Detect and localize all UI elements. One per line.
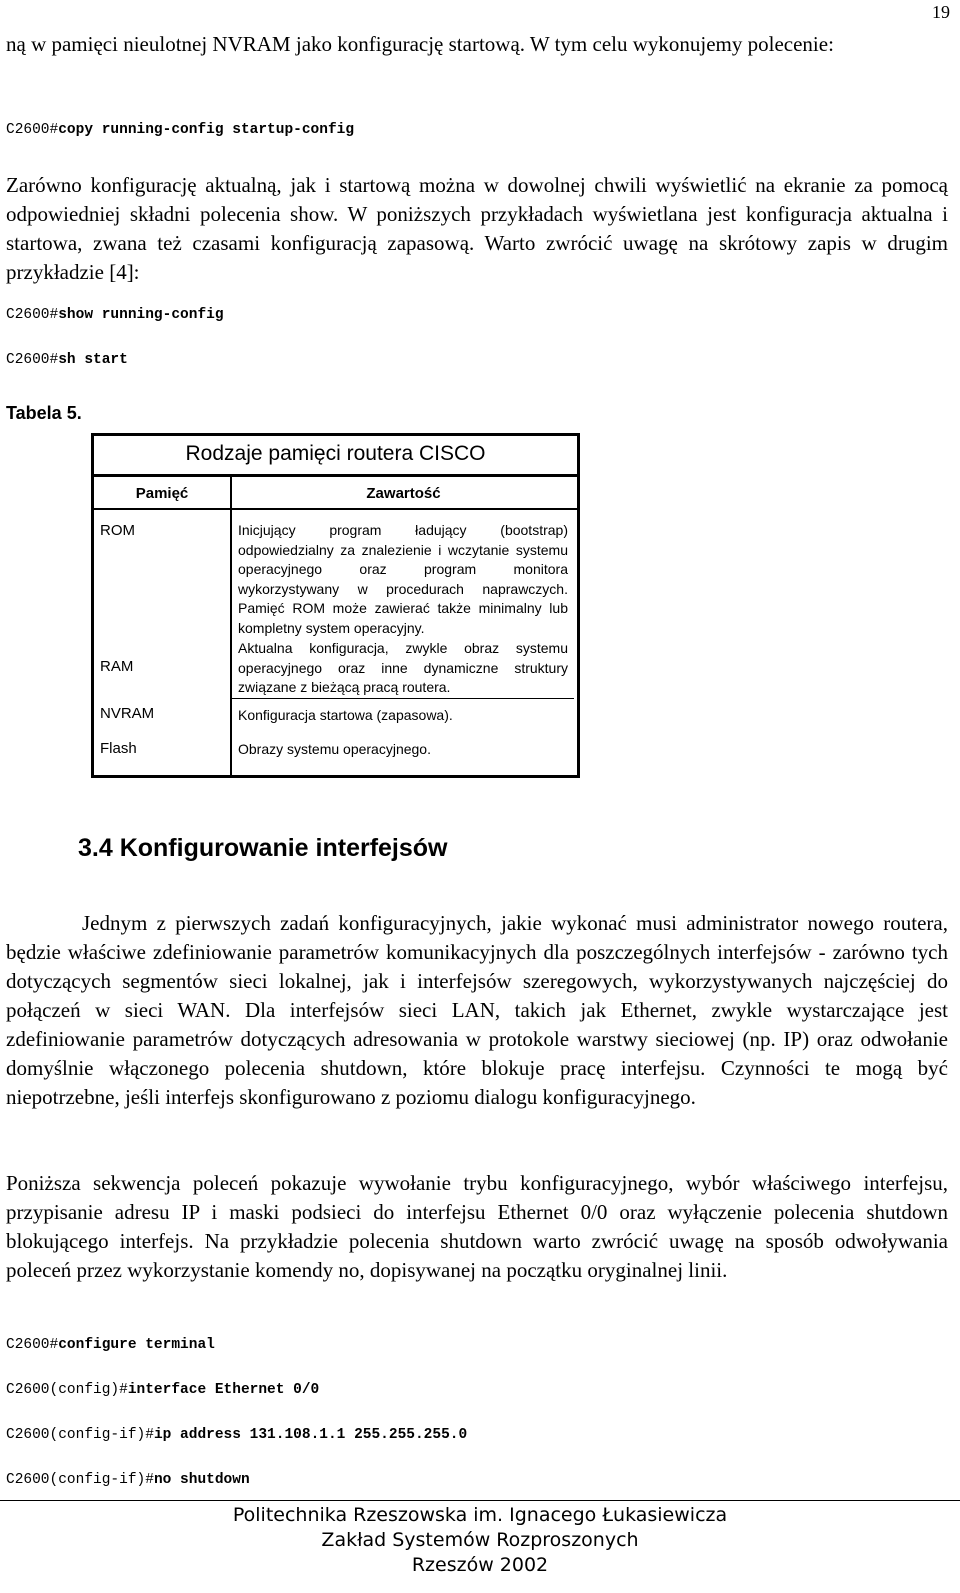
command-text: sh start: [58, 352, 128, 368]
column-header-memory: Pamięć: [135, 485, 189, 502]
command-line: [6, 1472, 250, 1488]
footer-line: Rzeszów 2002: [411, 1554, 549, 1576]
command-text: configure terminal: [58, 1337, 215, 1353]
footer-line: Zakład Systemów Rozproszonych: [321, 1529, 639, 1551]
command-prompt: C2600#: [6, 352, 59, 368]
paragraph-text: Zarówno konfigurację aktualną, jak i startową można w dowolnej chwili wyświetlić na ekranie za pomocą odpowiedniej składni polecenia show. W poniższych przykładach wyświetlana jest konfiguracja aktualna i startowa, zwana też czasami konfiguracją zapasową. Warto zwrócić uwagę na skrótowy zapis w drugim przykładzie [4]:: [6, 173, 948, 284]
command-prompt: C2600#: [6, 122, 59, 138]
command-text: show running-config: [58, 307, 224, 323]
paragraph-text: Poniższa sekwencja poleceń pokazuje wywołanie trybu konfiguracyjnego, wybór właściwego interfejsu, przypisanie adresu IP i maski podsieci do interfejsu Ethernet 0/0 oraz wyłączenie polecenia shutdown blokującego interfejs. Na przykładzie polecenia shutdown warto zwrócić uwagę na sposób odwoływania poleceń przez wykorzystanie komendy no, dopisywanej na początku oryginalnej linii.: [6, 1171, 948, 1282]
command-line: [6, 1337, 215, 1353]
table-divider: [231, 698, 574, 699]
table-caption: Tabela 5.: [6, 403, 82, 423]
command-line: [6, 122, 354, 138]
paragraph-show: [6, 171, 948, 287]
column-header-content: Zawartość: [366, 485, 441, 502]
command-line: [6, 352, 128, 368]
table-cell-memory: RAM: [100, 658, 134, 675]
intro-paragraph: [6, 30, 948, 59]
command-prompt: C2600#: [6, 307, 59, 323]
memory-table: [91, 433, 580, 778]
table-cell-memory: Flash: [100, 740, 137, 757]
command-text: interface Ethernet 0/0: [127, 1382, 320, 1398]
command-text: no shutdown: [153, 1472, 250, 1488]
table-cell-memory: ROM: [100, 522, 135, 539]
paragraph-text: Jednym z pierwszych zadań konfiguracyjnych, jakie wykonać musi administrator nowego routera, będzie właściwe zdefiniowanie parametrów komunikacyjnych dla poszczególnych interfejsów - zarówno tych dotyczących segmentów sieci lokalnej, jak i interfejsów szeregowych, wykorzystywanych najczęściej do połączeń w sieci WAN. Dla interfejsów sieci LAN, takich jak Ethernet, zwykle wystarczające jest zdefiniowanie parametrów dotyczących adresowania w protokole warstwy sieciowej (np. IP) oraz odwołanie domyślnie włączonego polecenia shutdown, które blokuje pracę interfejsu. Czynności te mogą być niepotrzebne, jeśli interfejs skonfigurowano z poziomu dialogu konfiguracyjnego.: [6, 911, 948, 1109]
table-divider: [230, 477, 232, 775]
command-line: [6, 1382, 319, 1398]
table-title: Rodzaje pamięci routera CISCO: [94, 436, 577, 477]
intro-text: ną w pamięci nieulotnej NVRAM jako konfigurację startową. W tym celu wykonujemy polecenie:: [6, 32, 834, 56]
page-footer: [0, 1500, 960, 1578]
table-cell-content: Aktualna konfiguracja, zwykle obraz systemu operacyjnego oraz inne dynamiczne struktury związane z bieżącą pracą routera.: [238, 640, 568, 695]
table-cell-content: Konfiguracja startowa (zapasowa).: [238, 707, 453, 723]
section-paragraph-2: [6, 1169, 948, 1285]
command-line: [6, 307, 224, 323]
command-prompt: C2600(config)#: [6, 1382, 128, 1398]
table-divider: [94, 508, 577, 510]
table-cell-content: Inicjujący program ładujący (bootstrap) odpowiedzialny za znalezienie i wczytanie systemu operacyjnego oraz program monitora wykorzystywany w procedurach naprawczych. Pamięć ROM może zawierać także minimalny lub kompletny system operacyjny.: [238, 522, 568, 636]
table-cell-content: Obrazy systemu operacyjnego.: [238, 741, 431, 757]
command-text: copy running-config startup-config: [58, 122, 355, 138]
footer-line: Politechnika Rzeszowska im. Ignacego Łukasiewicza: [232, 1504, 728, 1526]
command-line: [6, 1427, 467, 1443]
page-number: 19: [932, 2, 950, 22]
command-prompt: C2600(config-if)#: [6, 1427, 154, 1443]
table-cell-memory: NVRAM: [100, 705, 155, 722]
section-paragraph-1: [6, 909, 948, 1112]
command-text: ip address 131.108.1.1 255.255.255.0: [153, 1427, 468, 1443]
command-prompt: C2600(config-if)#: [6, 1472, 154, 1488]
command-prompt: C2600#: [6, 1337, 59, 1353]
section-heading: 3.4 Konfigurowanie interfejsów: [78, 834, 448, 862]
